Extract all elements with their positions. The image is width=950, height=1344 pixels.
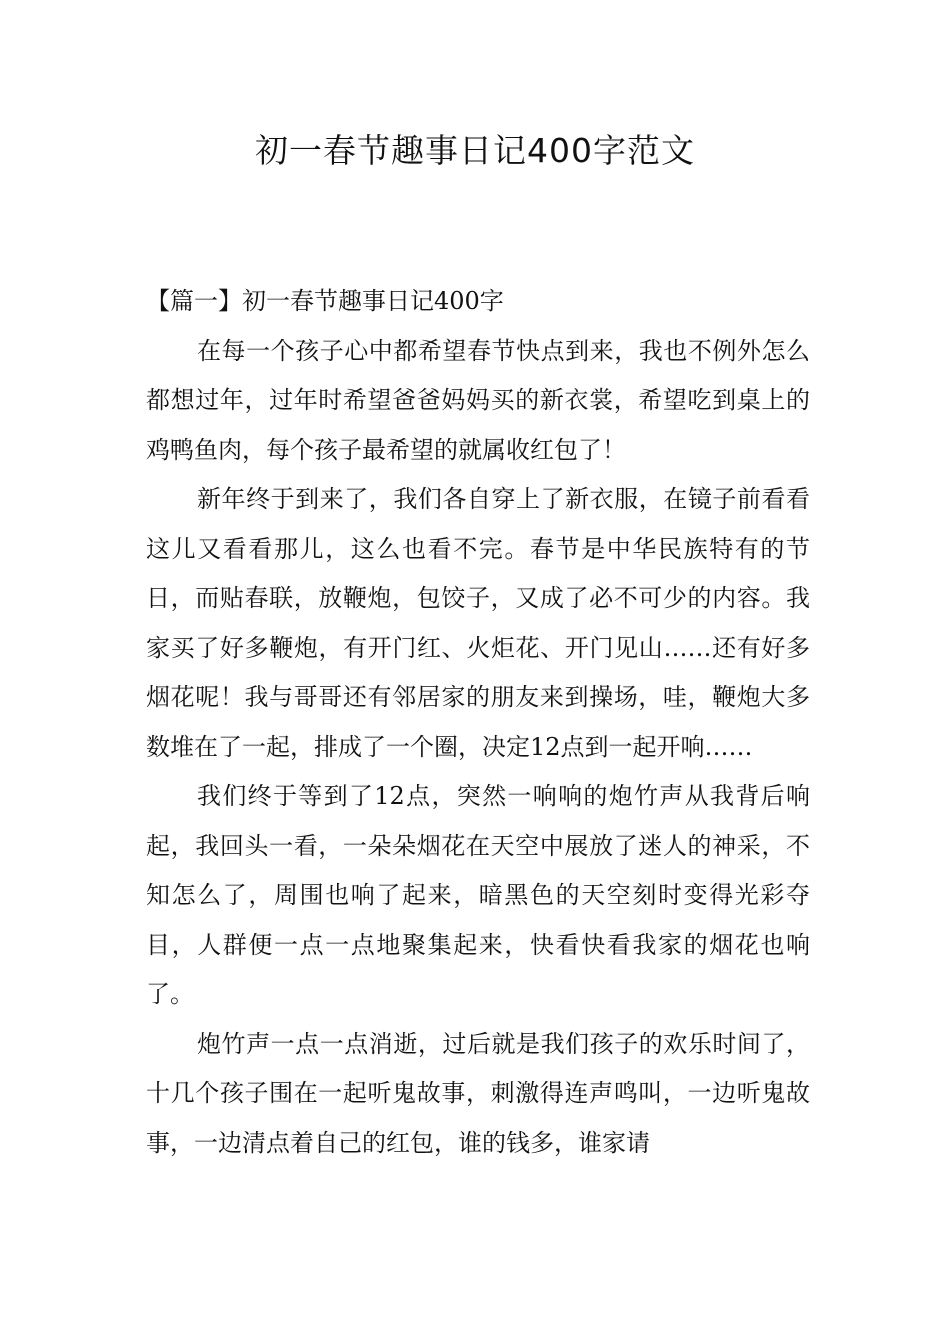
document-body <box>146 277 810 1168</box>
paragraph-3: 我们终于等到了12点，突然一响响的炮竹声从我背后响起，我回头一看，一朵朵烟花在天空中展放了迷人的神采，不知怎么了，周围也响了起来，暗黑色的天空刻时变得光彩夺目，人群便一点一点地聚集起来，快看快看我家的烟花也响了。 <box>146 782 810 1008</box>
paragraph-1: 在每一个孩子心中都希望春节快点到来，我也不例外怎么都想过年，过年时希望爸爸妈妈买的新衣裳，希望吃到桌上的鸡鸭鱼肉，每个孩子最希望的就属收红包了！ <box>146 336 810 464</box>
document-title: 初一春节趣事日记400字范文 <box>255 131 695 170</box>
paragraph-4: 炮竹声一点一点消逝，过后就是我们孩子的欢乐时间了，十几个孩子围在一起听鬼故事，刺激得连声鸣叫，一边听鬼故事，一边清点着自己的红包，谁的钱多，谁家请 <box>146 1029 810 1157</box>
paragraph-2: 新年终于到来了，我们各自穿上了新衣服，在镜子前看看这儿又看看那儿，这么也看不完。春节是中华民族特有的节日，而贴春联，放鞭炮，包饺子，又成了必不可少的内容。我家买了好多鞭炮，有开门红、火炬花、开门见山……还有好多烟花呢！我与哥哥还有邻居家的朋友来到操场，哇，鞭炮大多数堆在了一起，排成了一个圈，决定12点到一起开响…… <box>146 485 810 761</box>
section-heading: 【篇一】初一春节趣事日记400字 <box>146 287 504 315</box>
